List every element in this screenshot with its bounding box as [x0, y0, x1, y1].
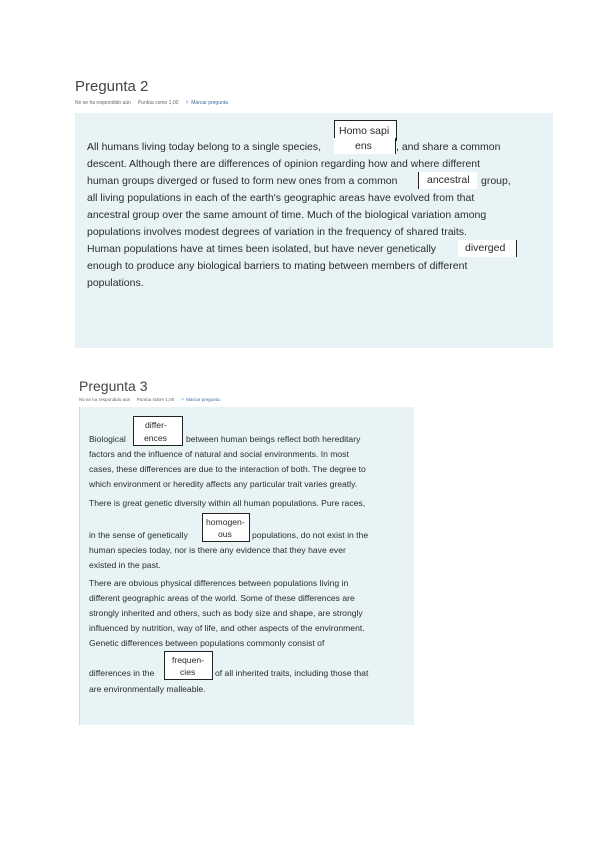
- answer-text: Homo sapi: [339, 125, 390, 137]
- answer-blank-differences-top: [133, 416, 183, 431]
- flag-question-label: Marcar pregunta: [191, 100, 228, 106]
- answer-text: ences: [144, 433, 167, 443]
- question-text-line: all living populations in each of the earth's geographic areas have evolved from that: [87, 192, 475, 204]
- question-text-line: strongly inherited and others, such as body size and shape, are strongly: [89, 608, 363, 618]
- answer-text: diverged: [465, 242, 506, 254]
- answer-blank-ancestral[interactable]: [418, 172, 477, 189]
- question-info: [79, 397, 220, 403]
- question-text-line: Genetic differences between populations commonly consist of: [89, 638, 325, 648]
- question-text-line: , and share a common: [396, 141, 501, 153]
- answer-blank-homogeneous[interactable]: [202, 527, 250, 542]
- question-info: [75, 100, 228, 106]
- question-text-line: descent. Although there are differences of opinion regarding how and where different: [87, 158, 481, 170]
- question-title: Pregunta 3: [79, 378, 148, 394]
- question-text-line: All humans living today belong to a single species,: [87, 141, 322, 153]
- question-text-line: There are obvious physical differences between populations living in: [89, 578, 349, 588]
- flag-icon: ⚐: [180, 397, 185, 402]
- question-status: No se ha respondido aún: [75, 100, 131, 106]
- question-text-line: in the sense of genetically: [89, 530, 188, 540]
- question-text-line: differences in the: [89, 668, 155, 678]
- answer-text: ens: [355, 140, 372, 152]
- question-text-line: which environment or heredity affects any particular trait varies greatly.: [89, 479, 358, 489]
- answer-blank-frequencies-top: [164, 651, 213, 666]
- question-text-line: different geographic areas of the world. Some of these differences are: [89, 593, 355, 603]
- answer-blank-species[interactable]: [334, 138, 396, 154]
- answer-blank-frequencies[interactable]: [164, 665, 213, 680]
- question-text-line: Biological: [89, 434, 126, 444]
- question-text-line: There is great genetic diversity within all human populations. Pure races,: [89, 498, 366, 508]
- question-text-line: enough to produce any biological barriers to mating between members of different: [87, 260, 468, 272]
- question-text-line: human groups diverged or fused to form new ones from a common: [87, 175, 398, 187]
- question-text-line: Human populations have at times been isolated, but have never genetically: [87, 243, 437, 255]
- answer-blank-diverged[interactable]: [458, 240, 517, 257]
- answer-text: differ-: [145, 420, 167, 430]
- question-title: Pregunta 2: [75, 78, 149, 95]
- question-text-line: existed in the past.: [89, 560, 161, 570]
- flag-question-link[interactable]: [181, 397, 220, 402]
- question-text-line: ancestral group over the same amount of time. Much of the biological variation among: [87, 209, 487, 221]
- question-score: Puntúa sobre 1,00: [136, 397, 175, 402]
- question-text-line: of all inherited traits, including those that: [215, 668, 369, 678]
- flag-question-label: Marcar pregunta: [186, 397, 220, 402]
- question-text-line: cases, these differences are due to the interaction of both. The degree to: [89, 464, 366, 474]
- flag-question-link[interactable]: [185, 100, 228, 106]
- answer-text: frequen-: [172, 655, 205, 665]
- question-text-line: group,: [481, 175, 511, 187]
- question-text-line: influenced by nutrition, way of life, and other aspects of the environment.: [89, 623, 365, 633]
- question-text-line: human species today, nor is there any evidence that they have ever: [89, 545, 346, 555]
- flag-icon: ⚐: [185, 100, 190, 106]
- question-score: Puntúa como 1,00: [137, 100, 179, 106]
- answer-text: ous: [218, 529, 232, 539]
- answer-text: cies: [180, 667, 196, 677]
- question-text-line: populations.: [87, 277, 144, 289]
- answer-blank-differences[interactable]: [133, 430, 183, 446]
- question-status: No se ha respondido aún: [79, 397, 131, 402]
- question-text-line: factors and the influence of natural and social environments. In most: [89, 449, 349, 459]
- question-text-line: populations, do not exist in the: [252, 530, 369, 540]
- answer-text: ancestral: [427, 174, 470, 186]
- question-text-line: are environmentally malleable.: [89, 684, 206, 694]
- question-text-line: between human beings reflect both hereditary: [186, 434, 361, 444]
- answer-text: homogen-: [206, 517, 245, 527]
- answer-blank-homogeneous-top: [202, 513, 250, 528]
- question-text-line: populations involves modest degrees of variation in the frequency of shared traits.: [87, 226, 467, 238]
